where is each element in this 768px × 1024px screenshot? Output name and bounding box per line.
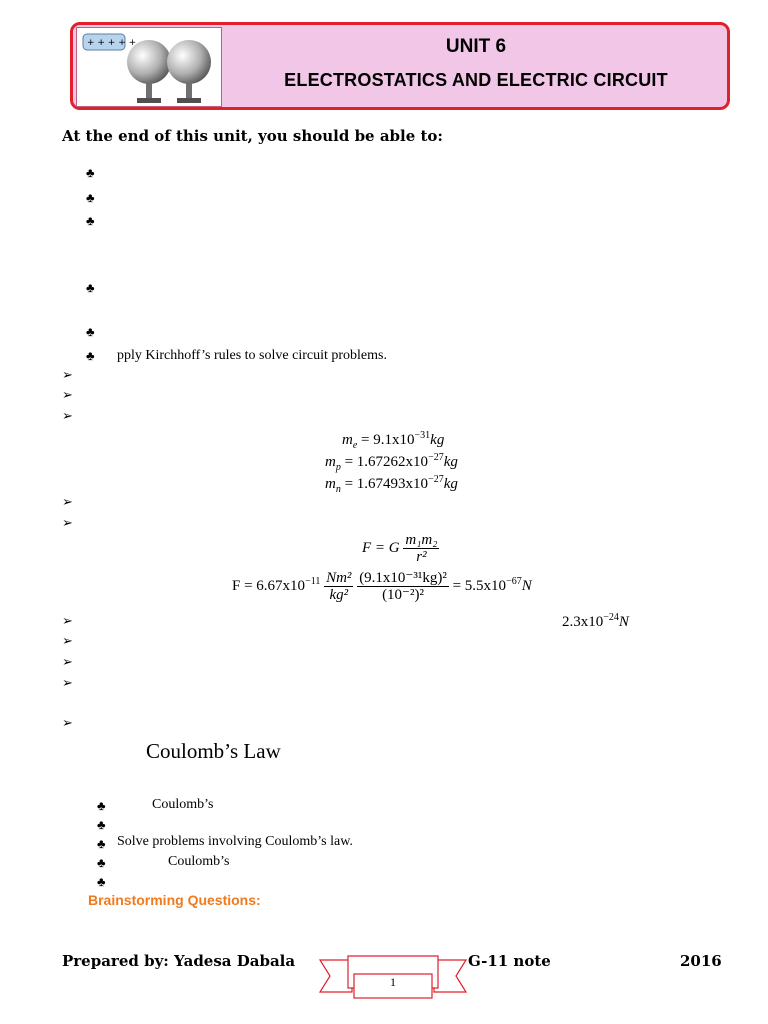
objective-bullet: ♣	[86, 348, 95, 363]
section-item: Coulomb’s	[152, 797, 214, 812]
arrow-bullet: ➢	[62, 655, 73, 670]
objective-bullet: ♣	[86, 324, 95, 339]
rod-charges: + + + + +	[87, 38, 137, 48]
arrow-bullet: ➢	[62, 368, 73, 383]
section-bullet: ♣	[97, 874, 106, 889]
arrow-bullet: ➢	[62, 634, 73, 649]
brainstorm-heading: Brainstorming Questions:	[88, 892, 261, 908]
section-bullet: ♣	[97, 817, 106, 832]
arrow-bullet: ➢	[62, 676, 73, 691]
objective-bullet: ♣	[86, 213, 95, 228]
equation-proton-mass: $m_p = 1.67262x10^{-27}kg$	[325, 452, 458, 473]
section-bullet: ♣	[97, 855, 106, 870]
objective-bullet: ♣	[86, 190, 95, 205]
arrow-bullet: ➢	[62, 614, 73, 629]
equation-electron-mass: $m_e = 9.1x10^{-31}kg$	[342, 430, 445, 451]
unit-label: UNIT 6	[445, 36, 507, 57]
side-result: $2.3x10^{-24}N$	[562, 612, 629, 630]
electroscope-illustration	[76, 27, 222, 107]
unit-title: ELECTROSTATICS AND ELECTRIC CIRCUIT	[284, 70, 668, 90]
arrow-bullet: ➢	[62, 516, 73, 531]
section-bullet: ♣	[97, 798, 106, 813]
section-bullet: ♣	[97, 836, 106, 851]
footer-grade: G-11 note	[468, 952, 551, 970]
arrow-bullet: ➢	[62, 409, 73, 424]
section-item: Coulomb’s	[168, 854, 230, 869]
objectives-intro: At the end of this unit, you should be able to:	[62, 127, 443, 145]
banner-heading	[222, 22, 730, 110]
section-item: Solve problems involving Coulomb’s law.	[117, 834, 353, 849]
right-sphere	[167, 40, 211, 84]
objective-bullet: ♣	[86, 280, 95, 295]
objective-kirchhoff: pply Kirchhoff’s rules to solve circuit problems.	[117, 348, 387, 363]
section-title: Coulomb’s Law	[146, 739, 281, 763]
equation-neutron-mass: $m_n = 1.67493x10^{-27}kg$	[325, 474, 458, 495]
left-sphere	[127, 40, 171, 84]
arrow-bullet: ➢	[62, 716, 73, 731]
equation-gravitation: F = G $\frac{\text{m₁m₂}}{\text{r²}}$	[362, 532, 438, 565]
arrow-bullet: ➢	[62, 495, 73, 510]
equation-gravitation-substituted: $F = 6.67x10^{-11}$ $\frac{\text{Nm²}}{\text{kg²}}$ $\frac{\text{(9.1x10⁻³¹kg)²}}{\text{(10⁻²)²}}$ = $5.5x10^{-67}N$	[232, 570, 532, 603]
footer-author: Prepared by: Yadesa Dabala	[62, 952, 296, 970]
page-number: 1	[390, 975, 396, 989]
footer-year: 2016	[680, 952, 722, 970]
arrow-bullet: ➢	[62, 388, 73, 403]
objective-bullet: ♣	[86, 165, 95, 180]
